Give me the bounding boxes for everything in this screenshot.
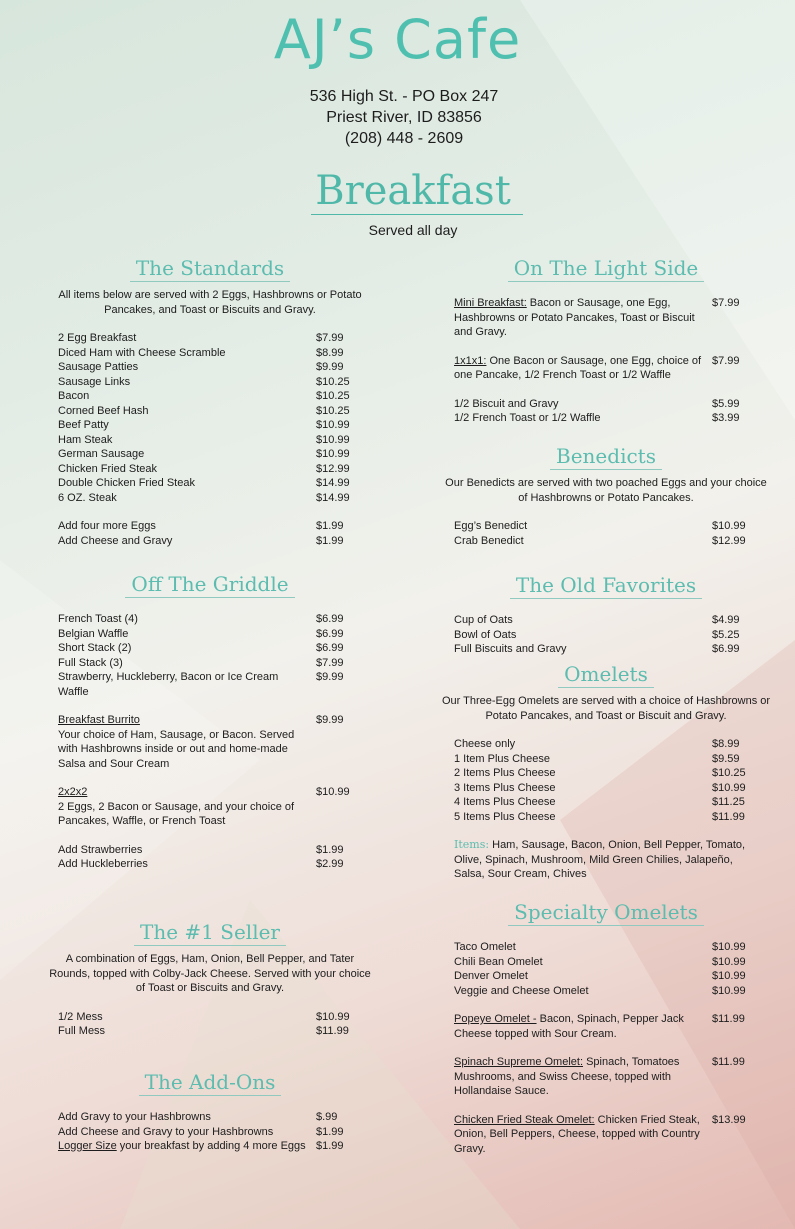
menu-item bbox=[58, 1125, 344, 1140]
item-list bbox=[436, 940, 776, 1156]
item-name: Full Mess bbox=[58, 1025, 106, 1037]
item-name: Add Strawberries bbox=[58, 843, 143, 856]
menu-item bbox=[58, 641, 344, 656]
item-price: $8.99 bbox=[316, 346, 344, 359]
item-name: Diced Ham with Cheese Scramble bbox=[58, 346, 226, 359]
note-text: Ham, Sausage, Bacon, Onion, Bell Pepper, Tomato, Olive, Spinach, Mushroom, Mild Green Chilies, Jalapeño, Salsa, Sour Cream, Chives bbox=[454, 839, 746, 880]
item-name: Add four more Eggs bbox=[58, 520, 156, 532]
section-heading bbox=[40, 1068, 380, 1096]
item-group bbox=[454, 940, 776, 998]
item-group bbox=[58, 843, 380, 872]
item-name: 5 Items Plus Cheese bbox=[454, 810, 556, 823]
item-price: $10.99 bbox=[712, 955, 746, 968]
menu-item bbox=[454, 737, 740, 752]
section-title: The Old Favorites bbox=[510, 573, 702, 599]
menu-item bbox=[454, 296, 740, 340]
menu-item bbox=[58, 491, 350, 506]
item-price: $12.99 bbox=[712, 534, 746, 547]
section-title: Specialty Omelets bbox=[508, 900, 704, 926]
item-price: $13.99 bbox=[712, 1113, 746, 1126]
item-name: Add Huckleberries bbox=[58, 858, 148, 870]
section-benedicts bbox=[436, 442, 776, 562]
item-price: $5.99 bbox=[712, 397, 740, 410]
section-light bbox=[436, 254, 776, 440]
section-specialty bbox=[436, 898, 776, 1170]
menu-item bbox=[454, 397, 740, 412]
item-name: Ham Steak bbox=[58, 433, 113, 446]
item-name: 6 OZ. Steak bbox=[58, 491, 117, 504]
item-name: Full Biscuits and Gravy bbox=[454, 643, 567, 655]
item-list bbox=[40, 1110, 380, 1154]
menu-item bbox=[58, 519, 344, 534]
menu-item bbox=[58, 360, 344, 375]
item-price: $10.25 bbox=[712, 767, 746, 779]
item-price: $10.25 bbox=[316, 404, 350, 417]
item-price: $14.99 bbox=[316, 491, 350, 504]
item-price: $9.99 bbox=[316, 714, 344, 726]
menu-item bbox=[58, 612, 344, 627]
item-group bbox=[58, 612, 380, 699]
menu-item bbox=[58, 656, 344, 671]
item-list bbox=[40, 331, 380, 548]
item-list bbox=[436, 613, 776, 657]
item-label: Breakfast Burrito bbox=[58, 714, 140, 726]
section-omelets bbox=[436, 660, 776, 882]
menu-item bbox=[58, 713, 344, 771]
item-name: Chili Bean Omelet bbox=[454, 955, 543, 968]
section-heading bbox=[436, 898, 776, 926]
item-name: Strawberry, Huckleberry, Bacon or Ice Cream Waffle bbox=[58, 671, 279, 698]
item-price: $14.99 bbox=[316, 477, 350, 489]
item-price: $6.99 bbox=[316, 627, 344, 640]
item-price: $10.99 bbox=[316, 1010, 350, 1023]
item-name: Cheese only bbox=[454, 738, 516, 750]
cafe-name: AJ’s Cafe bbox=[273, 8, 522, 71]
section-title: Omelets bbox=[558, 662, 654, 688]
item-price: $11.99 bbox=[712, 1056, 745, 1068]
item-name: Add Gravy to your Hashbrowns bbox=[58, 1111, 211, 1123]
item-name: Bacon bbox=[58, 390, 90, 402]
item-name: Bowl of Oats bbox=[454, 628, 517, 641]
item-list bbox=[40, 612, 380, 872]
section-description: Our Benedicts are served with two poached Eggs and your choice of Hashbrowns or Potato Pancakes. bbox=[445, 477, 767, 504]
item-list bbox=[436, 519, 776, 548]
menu-item bbox=[58, 462, 350, 477]
menu-item bbox=[58, 1110, 338, 1125]
item-price: $1.99 bbox=[316, 1140, 344, 1152]
item-name: 2 Egg Breakfast bbox=[58, 332, 137, 344]
menu-item bbox=[454, 628, 740, 643]
item-price: $11.25 bbox=[712, 796, 745, 808]
item-name: Sausage Patties bbox=[58, 361, 139, 373]
section-heading bbox=[436, 254, 776, 282]
menu-item bbox=[454, 810, 745, 825]
section-heading bbox=[40, 918, 380, 946]
item-price: $9.99 bbox=[316, 671, 344, 683]
menu-item bbox=[454, 766, 746, 781]
item-price: $10.25 bbox=[316, 375, 350, 388]
item-name: Cup of Oats bbox=[454, 614, 513, 626]
item-name: Add Cheese and Gravy bbox=[58, 534, 173, 547]
menu-item bbox=[454, 354, 740, 383]
item-group bbox=[454, 1113, 776, 1157]
item-price: $11.99 bbox=[712, 810, 745, 823]
item-name: German Sausage bbox=[58, 448, 145, 460]
menu-item bbox=[58, 857, 344, 872]
item-group bbox=[454, 737, 776, 824]
item-label: 1x1x1: bbox=[454, 354, 487, 367]
item-price: $11.99 bbox=[316, 1025, 349, 1037]
menu-item bbox=[454, 519, 746, 534]
menu-item bbox=[454, 642, 740, 657]
item-label: Chicken Fried Steak Omelet: bbox=[454, 1113, 595, 1126]
item-group bbox=[58, 713, 380, 771]
menu-item bbox=[454, 940, 746, 955]
item-price: $6.99 bbox=[316, 642, 344, 654]
item-price: $10.99 bbox=[316, 419, 350, 431]
section-description: Our Three-Egg Omelets are served with a choice of Hashbrowns or Potato Pancakes, and Toast or Biscuit and Gravy. bbox=[441, 695, 771, 722]
item-price: $5.25 bbox=[712, 628, 740, 641]
menu-item bbox=[58, 375, 350, 390]
item-name: Veggie and Cheese Omelet bbox=[454, 984, 589, 997]
item-group bbox=[58, 1010, 380, 1039]
item-price: $8.99 bbox=[712, 738, 740, 750]
section-addons bbox=[40, 1068, 380, 1168]
item-price: $11.99 bbox=[712, 1013, 745, 1025]
item-group bbox=[454, 1012, 776, 1041]
item-price: $2.99 bbox=[316, 858, 344, 870]
section-favorites bbox=[436, 571, 776, 671]
item-price: $.99 bbox=[316, 1111, 338, 1123]
section-heading bbox=[436, 442, 776, 470]
item-name: Bacon, Spinach, Pepper Jack Cheese topped with Sour Cream. bbox=[454, 1013, 684, 1040]
menu-item bbox=[454, 781, 746, 796]
item-price: $10.99 bbox=[712, 520, 746, 532]
item-name: Short Stack (2) bbox=[58, 642, 132, 654]
item-group bbox=[454, 519, 776, 548]
item-label: Logger Size bbox=[58, 1140, 117, 1152]
item-name: Sausage Links bbox=[58, 375, 131, 388]
item-price: $12.99 bbox=[316, 462, 350, 475]
item-price: $10.99 bbox=[712, 781, 746, 794]
item-price: $10.99 bbox=[316, 433, 350, 446]
item-name: Belgian Waffle bbox=[58, 627, 129, 640]
menu-item bbox=[58, 346, 344, 361]
section-title: Off The Griddle bbox=[125, 572, 294, 598]
item-name: Spinach, Tomatoes Mushrooms, and Swiss Cheese, topped with Hollandaise Sauce. bbox=[454, 1056, 680, 1097]
item-price: $6.99 bbox=[712, 643, 740, 655]
item-name: 2 Items Plus Cheese bbox=[454, 767, 556, 779]
item-name: Crab Benedict bbox=[454, 534, 524, 547]
item-name: Egg’s Benedict bbox=[454, 520, 528, 532]
item-name: 1/2 Biscuit and Gravy bbox=[454, 397, 559, 410]
note-label: Items: bbox=[454, 838, 490, 851]
section-heading bbox=[40, 570, 380, 598]
item-group bbox=[454, 397, 776, 426]
item-name: Chicken Fried Steak, Onion, Bell Peppers, Cheese, topped with Country Gravy. bbox=[454, 1113, 700, 1155]
item-price: $10.25 bbox=[316, 390, 350, 402]
item-price: $10.99 bbox=[712, 941, 746, 953]
item-price: $3.99 bbox=[712, 412, 740, 424]
menu-item bbox=[58, 389, 350, 404]
item-price: $4.99 bbox=[712, 614, 740, 626]
item-name: Add Cheese and Gravy to your Hashbrowns bbox=[58, 1125, 274, 1138]
menu-item bbox=[454, 1055, 745, 1099]
section-description: All items below are served with 2 Eggs, Hashbrowns or Potato Pancakes, and Toast or Biscuits and Gravy. bbox=[58, 289, 362, 316]
item-name: 2 Eggs, 2 Bacon or Sausage, and your choice of Pancakes, Waffle, or French Toast bbox=[58, 800, 295, 827]
menu-item bbox=[58, 1010, 350, 1025]
item-label: 2x2x2 bbox=[58, 786, 88, 798]
menu-item bbox=[454, 984, 746, 999]
item-group bbox=[454, 1055, 776, 1099]
address-line: 536 High St. - PO Box 247 bbox=[309, 88, 499, 105]
menu-item bbox=[454, 969, 746, 984]
menu-item bbox=[454, 795, 745, 810]
menu-item bbox=[454, 1012, 745, 1041]
item-name: Beef Patty bbox=[58, 419, 109, 431]
item-price: $7.99 bbox=[316, 332, 344, 344]
address-line: Priest River, ID 83856 bbox=[326, 109, 482, 126]
section-heading bbox=[40, 254, 380, 282]
item-name: Denver Omelet bbox=[454, 970, 528, 982]
item-name: Bacon or Sausage, one Egg, Hashbrowns or Potato Pancakes, Toast or Biscuit and Gravy. bbox=[454, 297, 695, 338]
section-title: On The Light Side bbox=[508, 256, 705, 282]
item-name: your breakfast by adding 4 more Eggs bbox=[116, 1140, 306, 1152]
section-heading bbox=[436, 571, 776, 599]
menu-item bbox=[454, 534, 746, 549]
item-price: $9.59 bbox=[712, 752, 740, 765]
item-price: $10.99 bbox=[316, 786, 350, 798]
item-group bbox=[58, 519, 380, 548]
menu-item bbox=[58, 843, 344, 858]
menu-item bbox=[58, 785, 350, 829]
item-price: $9.99 bbox=[316, 361, 344, 373]
item-name: 1 Item Plus Cheese bbox=[454, 752, 550, 765]
item-price: $10.99 bbox=[316, 448, 350, 460]
section-standards bbox=[40, 254, 380, 562]
item-price: $1.99 bbox=[316, 1125, 344, 1138]
menu-item bbox=[58, 670, 344, 699]
item-label: Popeye Omelet - bbox=[454, 1013, 537, 1025]
item-list bbox=[436, 296, 776, 426]
item-name: Your choice of Ham, Sausage, or Bacon. Served with Hashbrowns inside or out and home-made Salsa and Sour Cream bbox=[58, 728, 295, 770]
item-name: Taco Omelet bbox=[454, 941, 516, 953]
item-list bbox=[436, 737, 776, 824]
item-price: $1.99 bbox=[316, 843, 344, 856]
item-name: 1/2 Mess bbox=[58, 1010, 103, 1023]
menu-item bbox=[58, 1139, 344, 1154]
menu-item bbox=[58, 433, 350, 448]
item-price: $10.99 bbox=[712, 984, 746, 997]
item-name: 4 Items Plus Cheese bbox=[454, 796, 556, 808]
item-group bbox=[454, 613, 776, 657]
menu-item bbox=[454, 1113, 746, 1157]
section-griddle bbox=[40, 570, 380, 886]
item-name: Corned Beef Hash bbox=[58, 404, 149, 417]
item-price: $1.99 bbox=[316, 520, 344, 532]
menu-item bbox=[58, 476, 350, 491]
menu-item bbox=[58, 627, 344, 642]
item-group bbox=[58, 785, 380, 829]
section-title: Benedicts bbox=[550, 444, 662, 470]
item-list bbox=[40, 1010, 380, 1039]
cafe-address bbox=[0, 86, 795, 149]
menu-item bbox=[454, 411, 740, 426]
menu-subtitle: Served all day bbox=[368, 222, 458, 238]
item-name: Chicken Fried Steak bbox=[58, 462, 158, 475]
menu-item bbox=[58, 534, 344, 549]
menu-title bbox=[0, 168, 795, 214]
item-name: 1/2 French Toast or 1/2 Waffle bbox=[454, 412, 601, 424]
menu-item bbox=[58, 418, 350, 433]
item-price: $7.99 bbox=[712, 354, 740, 367]
item-group bbox=[454, 296, 776, 340]
item-label: Mini Breakfast: bbox=[454, 297, 527, 309]
menu-item bbox=[58, 404, 350, 419]
menu-item bbox=[454, 613, 740, 628]
menu-item bbox=[454, 752, 740, 767]
item-label: Spinach Supreme Omelet: bbox=[454, 1056, 584, 1068]
item-name: 3 Items Plus Cheese bbox=[454, 781, 556, 794]
item-name: One Bacon or Sausage, one Egg, choice of one Pancake, 1/2 French Toast or 1/2 Waffle bbox=[454, 354, 702, 381]
item-group bbox=[58, 331, 380, 505]
menu-item bbox=[58, 1024, 349, 1039]
section-heading bbox=[436, 660, 776, 688]
phone-number: (208) 448 - 2609 bbox=[344, 130, 464, 147]
item-name: Full Stack (3) bbox=[58, 656, 123, 669]
item-price: $10.99 bbox=[712, 970, 746, 982]
section-title: The #1 Seller bbox=[134, 920, 286, 946]
item-price: $1.99 bbox=[316, 534, 344, 547]
section-seller bbox=[40, 918, 380, 1053]
menu-item bbox=[58, 447, 350, 462]
section-title: The Add-Ons bbox=[139, 1070, 282, 1096]
item-price: $7.99 bbox=[316, 656, 344, 669]
item-group bbox=[58, 1110, 380, 1154]
item-name: Double Chicken Fried Steak bbox=[58, 477, 195, 489]
menu-title-text: Breakfast bbox=[311, 168, 523, 215]
menu-item bbox=[58, 331, 344, 346]
item-group bbox=[454, 354, 776, 383]
item-name: French Toast (4) bbox=[58, 613, 138, 625]
section-title: The Standards bbox=[130, 256, 290, 282]
item-price: $6.99 bbox=[316, 613, 344, 625]
section-description: A combination of Eggs, Ham, Onion, Bell Pepper, and Tater Rounds, topped with Colby-Jack Cheese. Served with your choice of Toast or Biscuits and Gravy. bbox=[49, 953, 371, 994]
omelet-items-note bbox=[436, 838, 754, 882]
menu-item bbox=[454, 955, 746, 970]
item-price: $7.99 bbox=[712, 297, 740, 309]
